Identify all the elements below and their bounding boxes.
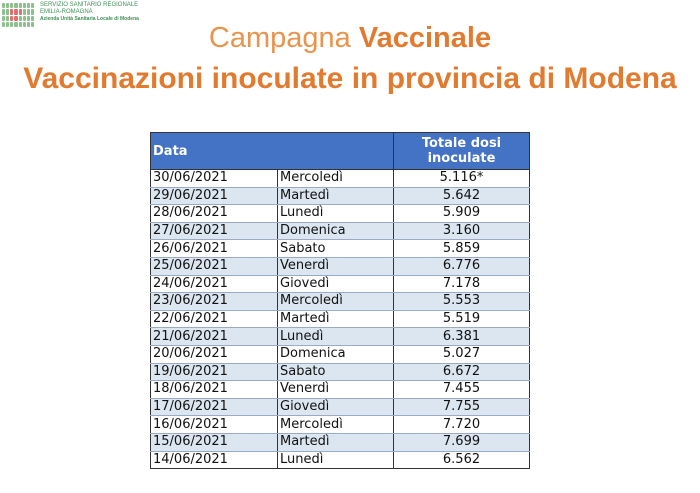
- logo-dot: [19, 16, 22, 21]
- cell-total: 3.160: [394, 222, 530, 240]
- logo-dot: [31, 16, 34, 21]
- table-row: [151, 170, 530, 188]
- cell-day: Mercoledì: [278, 293, 394, 311]
- cell-day: Giovedì: [278, 398, 394, 416]
- cell-date: 20/06/2021: [151, 345, 278, 363]
- cell-day: Domenica: [278, 222, 394, 240]
- logo-dot: [19, 9, 22, 14]
- cell-total: 5.027: [394, 345, 530, 363]
- table-row: [151, 381, 530, 399]
- cell-day: Sabato: [278, 240, 394, 258]
- logo-dot: [2, 9, 5, 14]
- cell-total: 5.642: [394, 187, 530, 205]
- cell-total: 5.116*: [394, 170, 530, 188]
- logo-text: [40, 2, 139, 23]
- cell-date: 17/06/2021: [151, 398, 278, 416]
- table-row: [151, 328, 530, 346]
- logo-dot: [27, 16, 30, 21]
- logo-dot: [6, 9, 9, 14]
- cell-date: 16/06/2021: [151, 416, 278, 434]
- cell-total: 6.776: [394, 257, 530, 275]
- table-row: [151, 433, 530, 451]
- cell-date: 29/06/2021: [151, 187, 278, 205]
- table-row: [151, 451, 530, 469]
- cell-date: 14/06/2021: [151, 451, 278, 469]
- header-date: Data: [151, 133, 394, 170]
- logo-dot: [6, 16, 9, 21]
- logo-dot: [31, 3, 34, 8]
- logo-dot: [10, 16, 13, 21]
- logo-dot: [23, 16, 26, 21]
- cell-day: Venerdì: [278, 257, 394, 275]
- logo-dot: [2, 16, 5, 21]
- cell-total: 6.562: [394, 451, 530, 469]
- cell-date: 18/06/2021: [151, 381, 278, 399]
- cell-day: Lunedì: [278, 451, 394, 469]
- cell-day: Venerdì: [278, 381, 394, 399]
- cell-date: 24/06/2021: [151, 275, 278, 293]
- cell-day: Lunedì: [278, 328, 394, 346]
- logo-dot: [14, 3, 17, 8]
- cell-total: 5.553: [394, 293, 530, 311]
- cell-date: 23/06/2021: [151, 293, 278, 311]
- logo-dot: [14, 9, 17, 14]
- table-row: [151, 275, 530, 293]
- page-subtitle: Vaccinazioni inoculate in provincia di Modena: [23, 62, 677, 95]
- cell-day: Martedì: [278, 433, 394, 451]
- table-row: [151, 363, 530, 381]
- cell-total: 7.178: [394, 275, 530, 293]
- table-row: [151, 205, 530, 223]
- cell-total: 7.720: [394, 416, 530, 434]
- logo-line2: EMILIA-ROMAGNA: [40, 9, 93, 15]
- cell-day: Giovedì: [278, 275, 394, 293]
- table-row: [151, 310, 530, 328]
- table-row: [151, 187, 530, 205]
- cell-date: 15/06/2021: [151, 433, 278, 451]
- title-part1: Campagna: [208, 22, 359, 54]
- logo-dot: [23, 9, 26, 14]
- cell-day: Martedì: [278, 187, 394, 205]
- cell-day: Lunedì: [278, 205, 394, 223]
- logo-dot: [10, 3, 13, 8]
- cell-date: 21/06/2021: [151, 328, 278, 346]
- logo-dot: [10, 9, 13, 14]
- cell-total: 5.519: [394, 310, 530, 328]
- logo-dot: [23, 3, 26, 8]
- page-title: [0, 22, 700, 55]
- cell-date: 26/06/2021: [151, 240, 278, 258]
- cell-date: 19/06/2021: [151, 363, 278, 381]
- logo-line3: Azienda Unità Sanitaria Locale di Modena: [40, 16, 139, 22]
- cell-day: Domenica: [278, 345, 394, 363]
- logo-dot: [27, 9, 30, 14]
- cell-date: 22/06/2021: [151, 310, 278, 328]
- logo-dot: [14, 16, 17, 21]
- cell-total: 6.672: [394, 363, 530, 381]
- logo-dot: [2, 3, 5, 8]
- cell-date: 27/06/2021: [151, 222, 278, 240]
- table-row: [151, 240, 530, 258]
- table-row: [151, 398, 530, 416]
- cell-date: 30/06/2021: [151, 170, 278, 188]
- cell-day: Mercoledì: [278, 170, 394, 188]
- cell-total: 7.755: [394, 398, 530, 416]
- table-header-row: [151, 133, 530, 170]
- cell-total: 6.381: [394, 328, 530, 346]
- logo-dot: [6, 3, 9, 8]
- cell-day: Sabato: [278, 363, 394, 381]
- title-part2: Vaccinale: [358, 22, 492, 54]
- table-row: [151, 257, 530, 275]
- table-row: [151, 293, 530, 311]
- logo-line1: SERVIZIO SANITARIO REGIONALE: [40, 2, 139, 8]
- table-row: [151, 416, 530, 434]
- logo-dot: [31, 9, 34, 14]
- vaccination-table: [150, 132, 530, 469]
- cell-total: 5.909: [394, 205, 530, 223]
- cell-total: 7.455: [394, 381, 530, 399]
- logo-dot: [19, 3, 22, 8]
- table-row: [151, 345, 530, 363]
- cell-day: Mercoledì: [278, 416, 394, 434]
- header-total: Totale dosi inoculate: [394, 133, 530, 170]
- cell-day: Martedì: [278, 310, 394, 328]
- cell-total: 7.699: [394, 433, 530, 451]
- cell-date: 28/06/2021: [151, 205, 278, 223]
- logo-dot: [27, 3, 30, 8]
- cell-total: 5.859: [394, 240, 530, 258]
- table-row: [151, 222, 530, 240]
- cell-date: 25/06/2021: [151, 257, 278, 275]
